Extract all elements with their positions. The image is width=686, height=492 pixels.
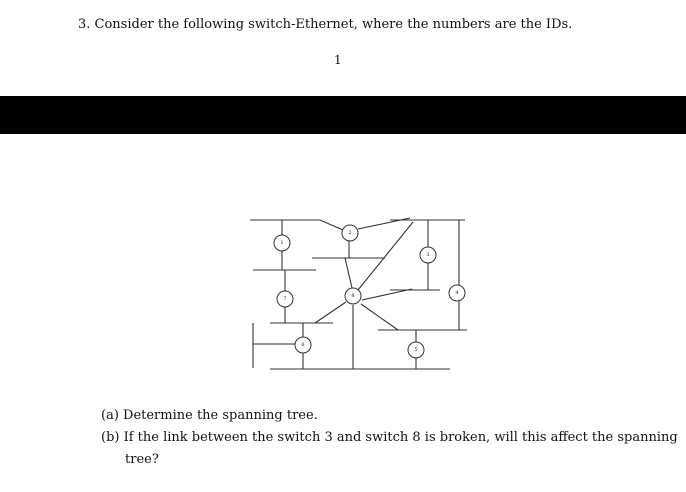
switch-3-node bbox=[420, 247, 436, 263]
switch-4-node bbox=[449, 285, 465, 301]
subquestion-b-line2: tree? bbox=[125, 452, 159, 467]
switch-2-node bbox=[342, 225, 358, 241]
switch-7-node bbox=[277, 291, 293, 307]
page-number: 1 bbox=[334, 53, 342, 67]
link bbox=[358, 218, 410, 229]
switch-id-label: 5 bbox=[414, 347, 418, 353]
link bbox=[361, 304, 398, 330]
subquestion-b-line1: (b) If the link between the switch 3 and switch 8 is broken, will this affect the spanning bbox=[101, 430, 678, 445]
switch-id-label: 8 bbox=[351, 293, 355, 299]
switch-id-label: 7 bbox=[283, 296, 287, 302]
link bbox=[358, 222, 413, 290]
switch-1-node bbox=[274, 235, 290, 251]
switch-5-node bbox=[408, 342, 424, 358]
subquestion-a: (a) Determine the spanning tree. bbox=[101, 408, 318, 423]
link bbox=[362, 289, 412, 300]
link bbox=[315, 302, 346, 323]
switch-8-node bbox=[345, 288, 361, 304]
switch-id-label: 3 bbox=[426, 252, 430, 258]
question-text: 3. Consider the following switch-Ethernet, where the numbers are the IDs. bbox=[78, 17, 573, 32]
switch-6-node bbox=[295, 337, 311, 353]
link bbox=[345, 258, 352, 288]
switch-id-label: 6 bbox=[301, 342, 305, 348]
switch-id-label: 2 bbox=[348, 230, 352, 236]
switch-id-label: 4 bbox=[455, 290, 459, 296]
switch-id-label: 1 bbox=[280, 240, 284, 246]
link bbox=[320, 220, 343, 230]
